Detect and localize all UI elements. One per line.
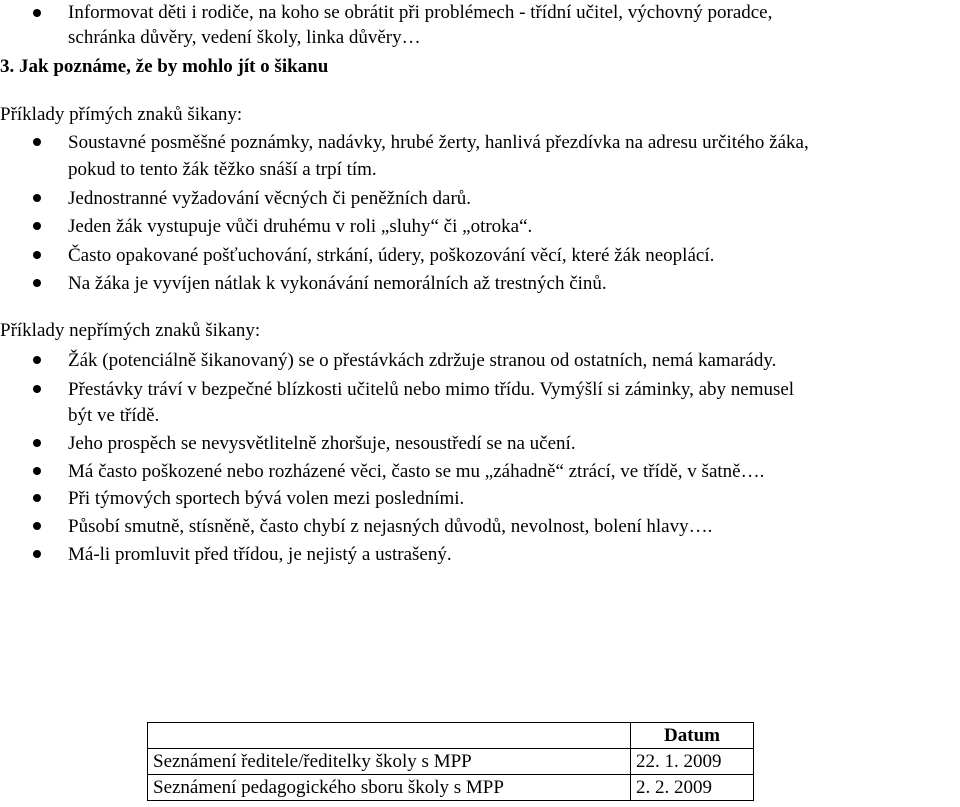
list-item-text: Jeden žák vystupuje vůči druhému v roli „sluhy“ či „otroka“. — [68, 216, 533, 237]
list-item-text: Často opakované pošťuchování, strkání, údery, poškozování věcí, které žák neoplácí. — [68, 245, 715, 266]
bullet — [33, 9, 41, 17]
table-row — [148, 775, 754, 801]
bullet — [33, 138, 41, 146]
bullet — [33, 467, 41, 475]
table-cell-label: Seznámení ředitele/ředitelky školy s MPP — [148, 749, 631, 775]
bullet — [33, 385, 41, 393]
subsection-title: Příklady přímých znaků šikany: — [0, 104, 243, 125]
list-item-text: Na žáka je vyvíjen nátlak k vykonávání nemorálních až trestných činů. — [68, 273, 607, 294]
list-item-text: pokud to tento žák těžko snáší a trpí tím. — [68, 159, 377, 180]
list-item-text: Informovat děti i rodiče, na koho se obrátit při problémech - třídní učitel, výchovný poradce, — [68, 2, 773, 23]
list-item-text: Jeho prospěch se nevysvětlitelně zhoršuje, nesoustředí se na učení. — [68, 433, 576, 454]
approval-table — [147, 722, 754, 801]
list-item-text: Soustavné posměšné poznámky, nadávky, hrubé žerty, hanlivá přezdívka na adresu určitého žáka, — [68, 132, 809, 153]
list-item-text: Má-li promluvit před třídou, je nejistý a ustrašený. — [68, 544, 452, 565]
bullet — [33, 251, 41, 259]
list-item-text: Působí smutně, stísněně, často chybí z nejasných důvodů, nevolnost, bolení hlavy…. — [68, 516, 713, 537]
bullet — [33, 279, 41, 287]
table-header-row — [148, 723, 754, 749]
table-cell-empty — [148, 723, 631, 749]
table-cell-date: 22. 1. 2009 — [631, 749, 754, 775]
bullet — [33, 550, 41, 558]
bullet — [33, 222, 41, 230]
table-header-date: Datum — [631, 723, 754, 749]
bullet — [33, 194, 41, 202]
table-cell-date: 2. 2. 2009 — [631, 775, 754, 801]
bullet — [33, 439, 41, 447]
section-heading: 3. Jak poznáme, že by mohlo jít o šikanu — [0, 56, 329, 77]
bullet — [33, 356, 41, 364]
list-item-text: schránka důvěry, vedení školy, linka důvěry… — [68, 27, 421, 48]
table-cell-label: Seznámení pedagogického sboru školy s MPP — [148, 775, 631, 801]
list-item-text: Přestávky tráví v bezpečné blízkosti učitelů nebo mimo třídu. Vymýšlí si záminky, aby nemusel — [68, 379, 795, 400]
list-item-text: Žák (potenciálně šikanovaný) se o přestávkách zdržuje stranou od ostatních, nemá kamarády. — [68, 350, 777, 371]
bullet — [33, 522, 41, 530]
list-item-text: Při týmových sportech bývá volen mezi posledními. — [68, 488, 465, 509]
list-item-text: Jednostranné vyžadování věcných či peněžních darů. — [68, 188, 472, 209]
list-item-text: být ve třídě. — [68, 405, 160, 426]
table-row — [148, 749, 754, 775]
list-item-text: Má často poškozené nebo rozházené věci, často se mu „záhadně“ ztrácí, ve třídě, v šatně…. — [68, 461, 765, 482]
subsection-title: Příklady nepřímých znaků šikany: — [0, 320, 261, 341]
bullet — [33, 494, 41, 502]
